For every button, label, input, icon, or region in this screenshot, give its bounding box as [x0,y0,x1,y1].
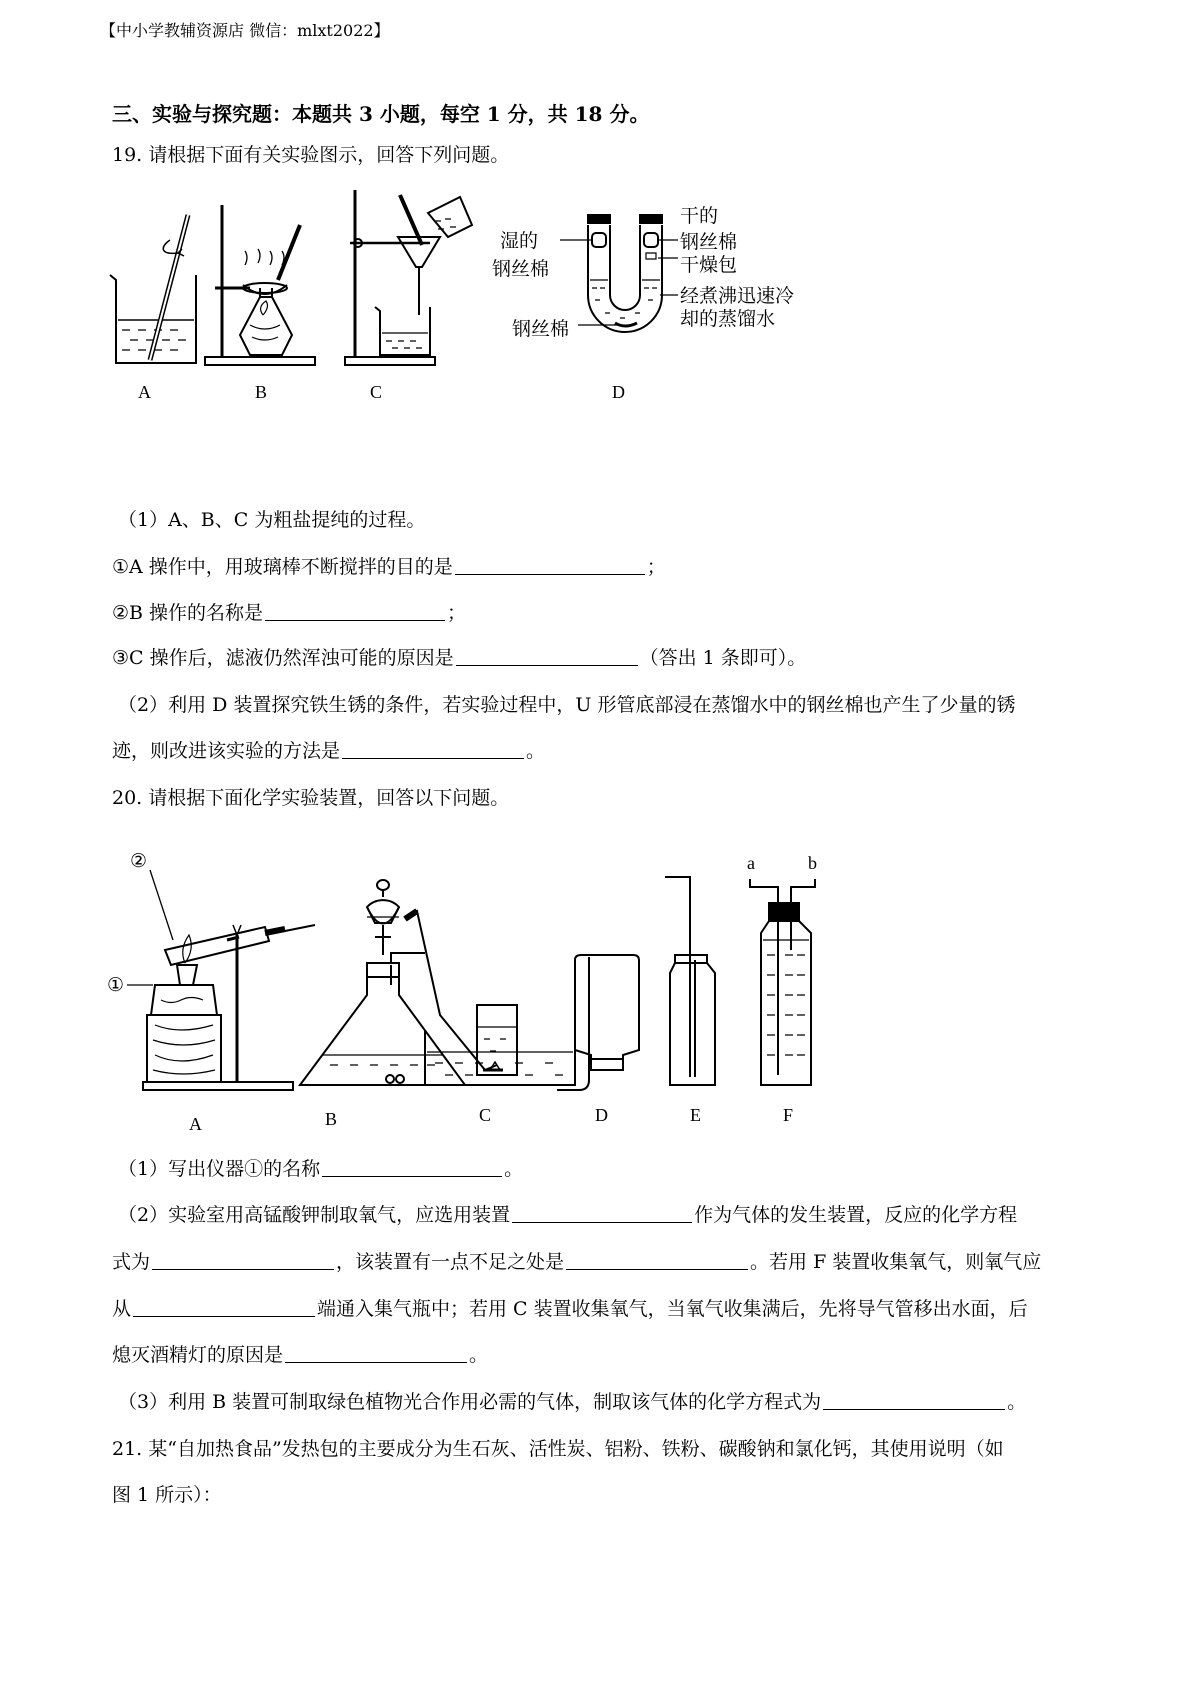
d-label-steel-wool-right: 钢丝棉 [680,231,738,253]
q19-apparatus-a [110,215,196,363]
d-label-boiled-2: 却的蒸馏水 [680,308,776,330]
q19-apparatus-b [205,205,315,365]
answer-blank[interactable] [133,1298,315,1317]
q20-circle-1: ① [107,974,125,996]
q21-line1: 21. 某“自加热食品”发热包的主要成分为生石灰、活性炭、铝粉、铁粉、碳酸钠和氯化钙，其使用说明（如 [112,1438,1004,1460]
q19-part2-line2: 迹，则改进该实验的方法是 。 [112,740,546,762]
answer-blank[interactable] [512,1204,692,1223]
q20-part2-line1: （2）实验室用高锰酸钾制取氧气，应选用装置 作为气体的发生装置，反应的化学方程 [118,1204,1018,1226]
q19-stem: 19. 请根据下面有关实验图示，回答下列问题。 [112,144,510,166]
answer-blank[interactable] [823,1391,1005,1410]
q20-label-b: B [325,1109,338,1129]
answer-blank[interactable] [456,647,638,666]
q20-circle-2: ② [130,850,148,872]
q20-part2-line4: 熄灭酒精灯的原因是 。 [112,1344,489,1366]
q20-apparatus-b [300,880,465,1085]
q20-label-e: E [690,1105,701,1125]
q19-part1c: ③C 操作后，滤液仍然浑浊可能的原因是 （答出 1 条即可）。 [112,647,807,669]
q20-apparatus-c [405,911,575,1085]
q19-apparatus-d [560,215,678,332]
d-label-dry: 干的 [680,205,719,227]
q19-figure [100,185,860,420]
q20-apparatus-d [557,955,639,1090]
q19-label-a: A [138,382,151,402]
q20-apparatus-e [665,877,715,1085]
answer-blank[interactable] [152,1251,334,1270]
q19-part1: （1）A、B、C 为粗盐提纯的过程。 [118,509,426,531]
q20-part2-line2: 式为 ，该装置有一点不足之处是 。若用 F 装置收集氧气，则氧气应 [112,1251,1042,1273]
q19-label-d: D [612,382,625,402]
answer-blank[interactable] [322,1158,502,1177]
q20-part2-line3: 从 端通入集气瓶中；若用 C 装置收集氧气，当氧气收集满后，先将导气管移出水面，后 [112,1298,1028,1320]
q19-part1a: ①A 操作中，用玻璃棒不断搅拌的目的是 ； [112,556,666,578]
answer-blank[interactable] [285,1344,467,1363]
q20-part1: （1）写出仪器①的名称 。 [118,1158,524,1180]
page-header: 【中小学教辅资源店 微信：mlxt2022】 [100,21,390,40]
q20-port-a: a [747,853,755,873]
q20-port-b: b [808,853,817,873]
q20-figure [105,845,925,1134]
d-label-wet: 湿的 [500,230,539,252]
q20-label-a: A [189,1114,202,1134]
q19-part1b: ②B 操作的名称是 ； [112,602,467,624]
d-label-boiled-1: 经煮沸迅速冷 [680,285,795,307]
q19-part2-line1: （2）利用 D 装置探究铁生锈的条件，若实验过程中，U 形管底部浸在蒸馏水中的钢丝棉也产生了少量的锈 [118,694,1016,716]
q21-line2: 图 1 所示）： [112,1484,222,1506]
q20-apparatus-a [127,870,315,1090]
q20-apparatus-f [750,879,815,1085]
q19-apparatus-c [345,190,472,365]
answer-blank[interactable] [455,556,645,575]
q20-label-f: F [783,1105,794,1125]
q20-label-c: C [479,1105,492,1125]
section-title: 三、实验与探究题：本题共 3 小题，每空 1 分，共 18 分。 [112,102,650,126]
answer-blank[interactable] [265,602,445,621]
q20-stem: 20. 请根据下面化学实验装置，回答以下问题。 [112,787,510,809]
q19-label-c: C [370,382,383,402]
d-label-steel-wool-left: 钢丝棉 [492,258,550,280]
q19-label-b: B [255,382,268,402]
q20-label-d: D [595,1105,608,1125]
answer-blank[interactable] [342,740,524,759]
answer-blank[interactable] [566,1251,748,1270]
d-label-desiccant: 干燥包 [680,254,738,276]
q20-part3: （3）利用 B 装置可制取绿色植物光合作用必需的气体，制取该气体的化学方程式为 。 [118,1391,1027,1413]
d-label-steel-wool-bottom: 钢丝棉 [512,318,570,340]
